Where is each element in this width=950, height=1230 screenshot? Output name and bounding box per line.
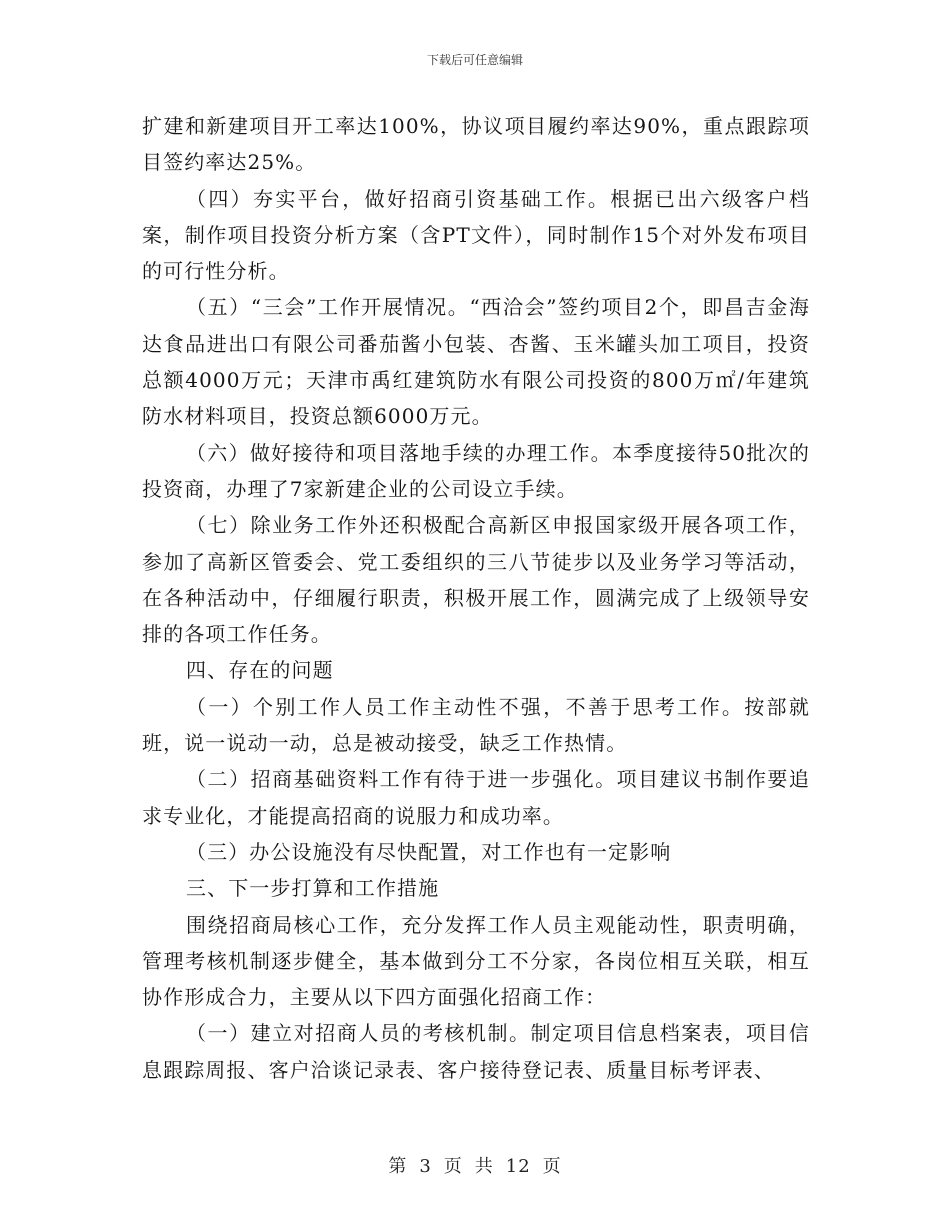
- next-steps-item-1: （一）建立对招商人员的考核机制。制定项目信息档案表，项目信息跟踪周报、客户洽谈记录表、客户接待登记表、质量目标考评表、: [142, 1021, 810, 1082]
- footer-label-di: 第: [388, 1156, 408, 1177]
- next-steps-intro: 围绕招商局核心工作，充分发挥工作人员主观能动性，职责明确，管理考核机制逐步健全，基本做到分工不分家，各岗位相互关联，相互协作形成合力，主要从以下四方面强化招商工作：: [142, 912, 810, 1010]
- section-heading-problems: 四、存在的问题: [186, 658, 334, 683]
- problem-item-1: （一）个别工作人员工作主动性不强，不善于思考工作。按部就班，说一说动一动，总是被动接受，缺乏工作热情。: [142, 694, 810, 756]
- problem-item-3: （三）办公设施没有尽快配置，对工作也有一定影响: [186, 839, 672, 864]
- paragraph-item-4: （四）夯实平台，做好招商引资基础工作。根据已出六级客户档案，制作项目投资分析方案（含PT文件），同时制作15个对外发布项目的可行性分析。: [142, 186, 810, 284]
- footer-label-gong: 共: [474, 1156, 494, 1177]
- paragraph-continuation: 扩建和新建项目开工率达100%，协议项目履约率达90%，重点跟踪项目签约率达25%。: [142, 114, 810, 175]
- footer-label-ye2: 页: [542, 1156, 562, 1177]
- paragraph-item-5: （五）“三会”工作开展情况。“西洽会”签约项目2个，即昌吉金海达食品进出口有限公司番茄酱小包装、杏酱、玉米罐头加工项目，投资总额4000万元；天津市禹红建筑防水有限公司投资的800万㎡/年建筑防水材料项目，投资总额6000万元。: [142, 295, 810, 429]
- current-page-number: 3: [419, 1156, 432, 1177]
- paragraph-item-6: （六）做好接待和项目落地手续的办理工作。本季度接待50批次的投资商，办理了7家新建企业的公司设立手续。: [142, 440, 810, 501]
- total-pages-number: 12: [505, 1156, 531, 1177]
- problem-item-2: （二）招商基础资料工作有待于进一步强化。项目建议书制作要追求专业化，才能提高招商的说服力和成功率。: [142, 767, 810, 828]
- page-header-note: 下载后可任意编辑: [426, 53, 523, 67]
- paragraph-item-7: （七）除业务工作外还积极配合高新区申报国家级开展各项工作，参加了高新区管委会、党工委组织的三八节徒步以及业务学习等活动，在各种活动中，仔细履行职责，积极开展工作，圆满完成了上级领导安排的各项工作任务。: [142, 513, 810, 647]
- footer-label-ye: 页: [443, 1156, 463, 1177]
- document-body: [142, 108, 810, 1088]
- page-footer: [0, 1152, 950, 1178]
- section-heading-next-steps: 三、下一步打算和工作措施: [186, 876, 440, 901]
